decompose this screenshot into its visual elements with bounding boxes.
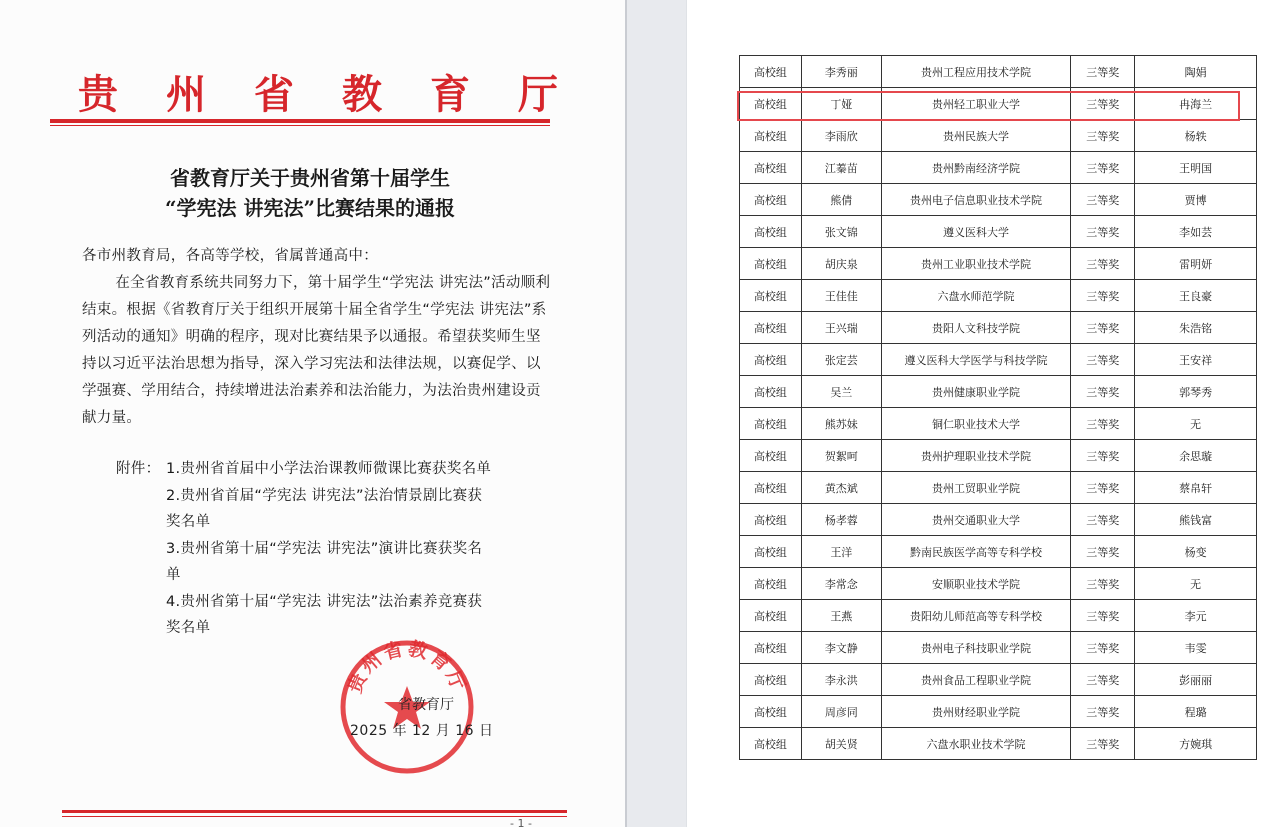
school-cell: 遵义医科大学医学与科技学院	[881, 344, 1071, 376]
award-cell: 三等奖	[1071, 600, 1135, 632]
letterhead-char: 贵	[78, 70, 118, 118]
document-page-left	[0, 0, 625, 827]
award-cell: 三等奖	[1071, 568, 1135, 600]
award-cell: 三等奖	[1071, 728, 1135, 760]
teacher-cell: 郭琴秀	[1135, 376, 1257, 408]
award-cell: 三等奖	[1071, 504, 1135, 536]
school-cell: 贵州轻工职业大学	[881, 88, 1071, 120]
group-cell: 高校组	[740, 536, 802, 568]
document-page-right	[687, 0, 1280, 827]
page-number: - 1 -	[510, 817, 532, 827]
award-cell: 三等奖	[1071, 120, 1135, 152]
school-cell: 贵州工程应用技术学院	[881, 56, 1071, 88]
school-cell: 铜仁职业技术大学	[881, 408, 1071, 440]
table-row	[740, 632, 1257, 664]
award-cell: 三等奖	[1071, 408, 1135, 440]
teacher-cell: 无	[1135, 568, 1257, 600]
group-cell: 高校组	[740, 600, 802, 632]
group-cell: 高校组	[740, 88, 802, 120]
page-gutter	[625, 0, 687, 827]
student-cell: 李永洪	[801, 664, 881, 696]
teacher-cell: 朱浩铭	[1135, 312, 1257, 344]
student-cell: 丁娅	[801, 88, 881, 120]
school-cell: 六盘水职业技术学院	[881, 728, 1071, 760]
teacher-cell: 王良豪	[1135, 280, 1257, 312]
student-cell: 王佳佳	[801, 280, 881, 312]
student-cell: 杨孝蓉	[801, 504, 881, 536]
group-cell: 高校组	[740, 344, 802, 376]
student-cell: 李文静	[801, 632, 881, 664]
attachment-item: 4.贵州省第十届“学宪法 讲宪法”法治素养竞赛获	[166, 593, 483, 610]
teacher-cell: 程璐	[1135, 696, 1257, 728]
group-cell: 高校组	[740, 408, 802, 440]
table-row	[740, 568, 1257, 600]
teacher-cell: 熊钱富	[1135, 504, 1257, 536]
award-cell: 三等奖	[1071, 280, 1135, 312]
student-cell: 江蓁苗	[801, 152, 881, 184]
award-cell: 三等奖	[1071, 440, 1135, 472]
school-cell: 贵州黔南经济学院	[881, 152, 1071, 184]
group-cell: 高校组	[740, 568, 802, 600]
school-cell: 黔南民族医学高等专科学校	[881, 536, 1071, 568]
teacher-cell: 方婉琪	[1135, 728, 1257, 760]
school-cell: 贵州电子科技职业学院	[881, 632, 1071, 664]
table-row	[740, 56, 1257, 88]
teacher-cell: 李元	[1135, 600, 1257, 632]
table-row	[740, 696, 1257, 728]
salutation: 各市州教育局，各高等学校，省属普通高中：	[82, 248, 378, 264]
table-row	[740, 184, 1257, 216]
table-row	[740, 504, 1257, 536]
group-cell: 高校组	[740, 472, 802, 504]
group-cell: 高校组	[740, 376, 802, 408]
letterhead-char: 育	[430, 70, 470, 118]
table-row	[740, 280, 1257, 312]
table-row	[740, 600, 1257, 632]
teacher-cell: 李如芸	[1135, 216, 1257, 248]
table-row	[740, 408, 1257, 440]
student-cell: 王洋	[801, 536, 881, 568]
award-cell: 三等奖	[1071, 152, 1135, 184]
teacher-cell: 韦雯	[1135, 632, 1257, 664]
school-cell: 贵阳人文科技学院	[881, 312, 1071, 344]
teacher-cell: 彭丽丽	[1135, 664, 1257, 696]
table-row	[740, 472, 1257, 504]
attachment-list	[116, 456, 556, 642]
title-line-1: 省教育厅关于贵州省第十届学生	[170, 166, 450, 190]
teacher-cell: 杨轶	[1135, 120, 1257, 152]
student-cell: 熊苏妹	[801, 408, 881, 440]
table-row	[740, 344, 1257, 376]
table-row-highlighted	[740, 88, 1257, 120]
table-row	[740, 664, 1257, 696]
attachment-label: 附件：	[116, 461, 161, 477]
table-row	[740, 536, 1257, 568]
student-cell: 熊倩	[801, 184, 881, 216]
school-cell: 贵州健康职业学院	[881, 376, 1071, 408]
table-row	[740, 440, 1257, 472]
footer-divider	[62, 810, 567, 813]
attachment-item: 单	[166, 567, 181, 583]
footer-divider-thin	[62, 816, 567, 817]
group-cell: 高校组	[740, 184, 802, 216]
teacher-cell: 无	[1135, 408, 1257, 440]
group-cell: 高校组	[740, 696, 802, 728]
award-cell: 三等奖	[1071, 472, 1135, 504]
seal-text: 贵州省教育厅	[343, 638, 471, 697]
award-cell: 三等奖	[1071, 56, 1135, 88]
student-cell: 王兴瑞	[801, 312, 881, 344]
attachment-item: 奖名单	[166, 514, 211, 530]
student-cell: 李雨欣	[801, 120, 881, 152]
letterhead-char: 教	[342, 70, 382, 118]
table-row	[740, 728, 1257, 760]
teacher-cell: 王明国	[1135, 152, 1257, 184]
letterhead-divider-thin	[50, 125, 550, 126]
group-cell: 高校组	[740, 120, 802, 152]
group-cell: 高校组	[740, 728, 802, 760]
teacher-cell: 陶娟	[1135, 56, 1257, 88]
teacher-cell: 蔡帛轩	[1135, 472, 1257, 504]
school-cell: 贵州工贸职业学院	[881, 472, 1071, 504]
group-cell: 高校组	[740, 632, 802, 664]
document-body	[82, 243, 552, 432]
school-cell: 贵州交通职业大学	[881, 504, 1071, 536]
student-cell: 黄杰斌	[801, 472, 881, 504]
school-cell: 贵州食品工程职业学院	[881, 664, 1071, 696]
award-cell: 三等奖	[1071, 248, 1135, 280]
group-cell: 高校组	[740, 152, 802, 184]
award-cell: 三等奖	[1071, 312, 1135, 344]
document-title	[60, 163, 560, 223]
teacher-cell: 余思璇	[1135, 440, 1257, 472]
award-cell: 三等奖	[1071, 696, 1135, 728]
award-cell: 三等奖	[1071, 376, 1135, 408]
group-cell: 高校组	[740, 440, 802, 472]
award-cell: 三等奖	[1071, 632, 1135, 664]
letterhead-char: 州	[166, 70, 206, 118]
table-row	[740, 376, 1257, 408]
body-paragraph: 在全省教育系统共同努力下，第十届学生“学宪法 讲宪法”活动顺利结束。根据《省教育厅关于组织开展第十届全省学生“学宪法 讲宪法”系列活动的通知》明确的程序，现对比赛结果予以通报。希望获奖师生坚持以习近平法治思想为指导，深入学习宪法和法律法规，以赛促学、以学强赛、学用结合，持续增进法治素养和法治能力，为法治贵州建设贡献力量。	[82, 275, 551, 426]
school-cell: 贵阳幼儿师范高等专科学校	[881, 600, 1071, 632]
table-row	[740, 120, 1257, 152]
school-cell: 遵义医科大学	[881, 216, 1071, 248]
attachment-item: 奖名单	[166, 620, 211, 636]
attachment-item: 2.贵州省首届“学宪法 讲宪法”法治情景剧比赛获	[166, 487, 483, 504]
letterhead-divider	[50, 119, 550, 123]
award-cell: 三等奖	[1071, 88, 1135, 120]
group-cell: 高校组	[740, 248, 802, 280]
teacher-cell: 杨变	[1135, 536, 1257, 568]
table-row	[740, 312, 1257, 344]
teacher-cell: 冉海兰	[1135, 88, 1257, 120]
student-cell: 王燕	[801, 600, 881, 632]
group-cell: 高校组	[740, 56, 802, 88]
letterhead	[78, 66, 558, 116]
student-cell: 李常念	[801, 568, 881, 600]
school-cell: 贵州财经职业学院	[881, 696, 1071, 728]
student-cell: 贺絮呵	[801, 440, 881, 472]
table-row	[740, 216, 1257, 248]
student-cell: 李秀丽	[801, 56, 881, 88]
title-line-2: “学宪法 讲宪法”比赛结果的通报	[165, 196, 455, 220]
group-cell: 高校组	[740, 664, 802, 696]
school-cell: 贵州护理职业技术学院	[881, 440, 1071, 472]
signer: 省教育厅	[398, 697, 454, 713]
school-cell: 贵州工业职业技术学院	[881, 248, 1071, 280]
letterhead-char: 省	[254, 70, 294, 118]
student-cell: 胡关贤	[801, 728, 881, 760]
school-cell: 贵州电子信息职业技术学院	[881, 184, 1071, 216]
group-cell: 高校组	[740, 312, 802, 344]
group-cell: 高校组	[740, 504, 802, 536]
student-cell: 吴兰	[801, 376, 881, 408]
sign-date: 2025 年 12 月 16 日	[350, 723, 494, 739]
table-row	[740, 248, 1257, 280]
group-cell: 高校组	[740, 280, 802, 312]
award-cell: 三等奖	[1071, 344, 1135, 376]
letterhead-char: 厅	[518, 70, 558, 118]
student-cell: 张文锦	[801, 216, 881, 248]
award-cell: 三等奖	[1071, 216, 1135, 248]
award-table	[739, 55, 1257, 760]
school-cell: 安顺职业技术学院	[881, 568, 1071, 600]
student-cell: 张定芸	[801, 344, 881, 376]
school-cell: 六盘水师范学院	[881, 280, 1071, 312]
attachment-item: 1.贵州省首届中小学法治课教师微课比赛获奖名单	[166, 461, 492, 477]
group-cell: 高校组	[740, 216, 802, 248]
teacher-cell: 贾博	[1135, 184, 1257, 216]
award-cell: 三等奖	[1071, 536, 1135, 568]
student-cell: 周彦同	[801, 696, 881, 728]
award-cell: 三等奖	[1071, 664, 1135, 696]
student-cell: 胡庆泉	[801, 248, 881, 280]
teacher-cell: 王安祥	[1135, 344, 1257, 376]
teacher-cell: 雷明妍	[1135, 248, 1257, 280]
award-cell: 三等奖	[1071, 184, 1135, 216]
school-cell: 贵州民族大学	[881, 120, 1071, 152]
attachment-item: 3.贵州省第十届“学宪法 讲宪法”演讲比赛获奖名	[166, 540, 483, 557]
table-row	[740, 152, 1257, 184]
